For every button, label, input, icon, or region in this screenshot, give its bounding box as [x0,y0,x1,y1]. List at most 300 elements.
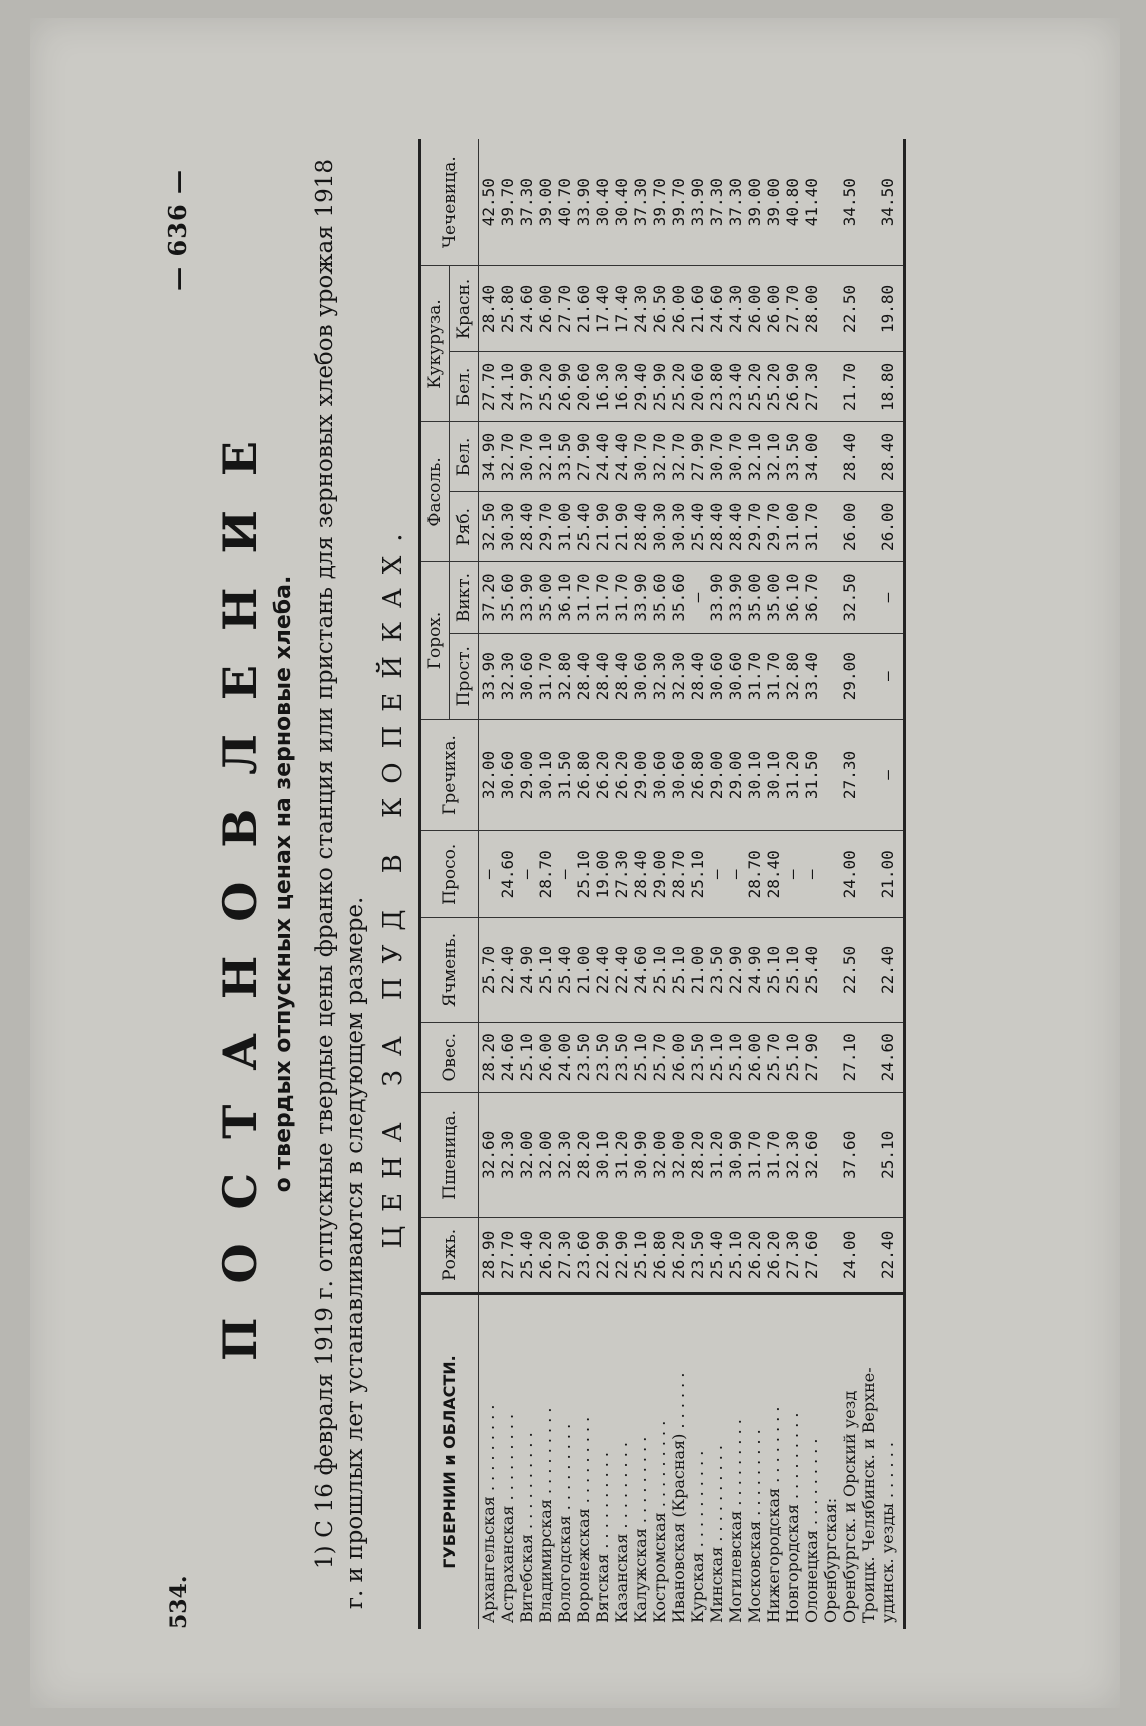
corn-red-header: Красн. [450,266,479,352]
price-cell [821,633,840,719]
price-cell: 26.20 [536,1217,555,1293]
price-cell: 19.00 [593,831,612,918]
price-cell: 39.00 [764,139,783,266]
table-row [840,139,859,1629]
price-cell: 26.90 [783,352,802,422]
price-cell: 35.60 [669,562,688,633]
table-row [650,139,669,1629]
price-cell: 26.00 [669,266,688,352]
price-cell: 33.50 [783,422,802,492]
price-cell: 22.40 [878,1217,905,1293]
price-cell: 20.60 [574,352,593,422]
price-cell: 29.70 [745,492,764,562]
table-row [764,139,783,1629]
document-title: ПОСТАНОВЛЕНИЕ [213,407,267,1361]
rye-header: Рожь. [420,1217,479,1293]
price-cell [859,1022,878,1092]
price-cell [859,918,878,1022]
price-cell: 25.40 [707,1217,726,1293]
price-cell: 28.40 [479,266,499,352]
price-cell: 25.10 [688,831,707,918]
price-cell [859,1092,878,1217]
price-cell: 30.60 [707,633,726,719]
price-cell: 28.70 [669,831,688,918]
price-cell: 35.00 [764,562,783,633]
price-cell: 22.90 [593,1217,612,1293]
wheat-header: Пшеница. [420,1092,479,1217]
price-cell: 37.30 [726,139,745,266]
table-row [821,139,840,1629]
price-cell: 31.50 [802,719,821,831]
price-cell: 25.10 [764,918,783,1022]
price-cell: 24.00 [840,831,859,918]
table-row [536,139,555,1629]
price-cell: 29.00 [840,633,859,719]
price-cell: 30.70 [631,422,650,492]
price-cell [821,1022,840,1092]
price-cell: 27.30 [612,831,631,918]
price-cell: 33.90 [631,562,650,633]
price-cell: 25.20 [669,352,688,422]
table-row [498,139,517,1629]
region-name: Воронежская . . . . . . . . . [574,1294,593,1630]
price-cell: 34.90 [479,422,499,492]
millet-header: Просо. [420,831,479,918]
price-cell: 37.30 [707,139,726,266]
page-number: — 636 — [163,169,192,291]
price-cell: 32.30 [783,1092,802,1217]
price-cell: 25.40 [802,918,821,1022]
price-cell [859,1217,878,1293]
price-cell: 24.60 [878,1022,905,1092]
price-cell: 31.70 [574,562,593,633]
price-heading: ЦЕНА ЗА ПУД В КОПЕЙКАХ. [378,519,408,1249]
price-cell: — [878,719,905,831]
beans-speckled-header: Ряб. [450,492,479,562]
price-cell: 21.90 [612,492,631,562]
price-cell: 25.10 [726,1022,745,1092]
price-cell: 21.70 [840,352,859,422]
price-cell: 16.30 [593,352,612,422]
price-cell [821,918,840,1022]
price-cell: 28.70 [536,831,555,918]
price-cell: 39.00 [745,139,764,266]
price-cell: 31.70 [764,633,783,719]
region-name: Оренбургск. и Орский уезд [840,1294,859,1630]
table-row [802,139,821,1629]
price-cell: 25.10 [650,918,669,1022]
buckwheat-header: Гречиха. [420,719,479,831]
price-cell: 33.50 [555,422,574,492]
region-name: Вятская . . . . . . . . . . [593,1294,612,1630]
price-cell [859,719,878,831]
price-cell: 28.20 [479,1022,499,1092]
price-table-body [479,139,905,1629]
price-cell: 33.90 [479,633,499,719]
price-cell: 40.80 [783,139,802,266]
price-cell [821,139,840,266]
price-cell: 25.80 [498,266,517,352]
price-cell [859,139,878,266]
price-cell [859,492,878,562]
price-cell: 30.70 [726,422,745,492]
price-cell: 26.20 [669,1217,688,1293]
table-row [878,139,905,1629]
price-cell: 33.90 [688,139,707,266]
price-cell: 32.60 [802,1092,821,1217]
price-cell: 27.70 [783,266,802,352]
price-cell: 27.30 [783,1217,802,1293]
price-cell: 29.00 [707,719,726,831]
price-cell: 21.60 [574,266,593,352]
price-cell: 29.00 [517,719,536,831]
price-cell: 32.10 [745,422,764,492]
price-cell: 30.30 [498,492,517,562]
price-cell: 24.60 [498,831,517,918]
price-cell: 27.70 [555,266,574,352]
price-cell: 36.10 [783,562,802,633]
price-cell: 27.60 [802,1217,821,1293]
price-cell: 28.40 [878,422,905,492]
document-subtitle: о твердых отпускных ценах на зерновые хлеба. [271,575,296,1193]
price-cell: — [707,831,726,918]
table-row [783,139,802,1629]
price-cell: 30.30 [669,492,688,562]
table-row [631,139,650,1629]
rotated-page-content [163,139,1043,1629]
price-cell: 30.90 [631,1092,650,1217]
price-cell: 34.50 [878,139,905,266]
price-cell: 34.50 [840,139,859,266]
region-name: Олонецкая . . . . . . . . . [802,1294,821,1630]
price-cell: 27.30 [555,1217,574,1293]
price-cell: 42.50 [479,139,499,266]
price-cell: 39.00 [536,139,555,266]
price-cell: — [726,831,745,918]
table-row [688,139,707,1629]
price-cell: 30.60 [726,633,745,719]
peas-victoria-header: Викт. [450,562,479,633]
region-name: Архангельская . . . . . . . . . [479,1294,499,1630]
price-cell: 22.50 [840,266,859,352]
table-row [574,139,593,1629]
price-cell: 32.30 [669,633,688,719]
price-cell: 28.20 [688,1092,707,1217]
price-cell: 37.30 [631,139,650,266]
price-cell: 24.60 [517,266,536,352]
price-cell: 32.70 [498,422,517,492]
region-name: Московская . . . . . . . . . [745,1294,764,1630]
price-cell: 27.30 [802,352,821,422]
price-cell: 25.70 [479,918,499,1022]
price-cell: 32.50 [840,562,859,633]
price-cell: 30.40 [612,139,631,266]
price-cell: 31.70 [612,562,631,633]
price-cell: 26.20 [612,719,631,831]
price-cell: 17.40 [593,266,612,352]
price-cell: 24.00 [840,1217,859,1293]
price-cell: 25.20 [745,352,764,422]
price-cell: 25.10 [726,1217,745,1293]
price-cell: 32.70 [650,422,669,492]
price-cell: 26.00 [536,1022,555,1092]
price-cell: 39.70 [650,139,669,266]
price-cell: 30.70 [517,422,536,492]
price-cell: 37.60 [840,1092,859,1217]
price-cell: 32.00 [517,1092,536,1217]
price-cell: 22.90 [612,1217,631,1293]
table-row [859,139,878,1629]
beans-white-header: Бел. [450,422,479,492]
lentils-header: Чечевица. [420,139,479,266]
price-cell: 33.90 [726,562,745,633]
price-cell: — [878,633,905,719]
price-cell: 16.30 [612,352,631,422]
price-cell [821,1092,840,1217]
price-cell: 26.80 [574,719,593,831]
price-cell: 40.70 [555,139,574,266]
price-cell: 28.40 [688,633,707,719]
price-cell: 26.00 [669,1022,688,1092]
table-row [612,139,631,1629]
price-cell: 25.10 [517,1022,536,1092]
price-cell: 23.60 [574,1217,593,1293]
price-cell: 32.30 [498,633,517,719]
price-cell: 30.70 [707,422,726,492]
price-cell: 22.40 [498,918,517,1022]
price-cell: 32.10 [536,422,555,492]
region-name: Минская . . . . . . . . . . [707,1294,726,1630]
region-name: Костромская . . . . . . . . . [650,1294,669,1630]
price-cell: 36.70 [802,562,821,633]
price-cell: 28.40 [593,633,612,719]
table-row [669,139,688,1629]
price-cell: 26.90 [555,352,574,422]
price-cell: 25.10 [783,1022,802,1092]
price-cell: 30.10 [536,719,555,831]
price-cell: 24.00 [555,1022,574,1092]
price-cell: 29.00 [650,831,669,918]
price-cell: 26.00 [878,492,905,562]
price-cell: 31.70 [745,633,764,719]
price-cell: 25.40 [574,492,593,562]
price-cell: 32.30 [555,1092,574,1217]
price-cell: 30.60 [650,719,669,831]
price-cell: 24.10 [498,352,517,422]
price-cell: 25.10 [631,1022,650,1092]
price-cell: 17.40 [612,266,631,352]
price-cell: 30.60 [631,633,650,719]
table-row [707,139,726,1629]
price-cell: 25.70 [764,1022,783,1092]
price-cell: 18.80 [878,352,905,422]
price-cell: 25.20 [536,352,555,422]
peas-simple-header: Прост. [450,633,479,719]
region-name: Новгородская . . . . . . . . . [783,1294,802,1630]
price-cell: 31.70 [745,1092,764,1217]
price-cell: 25.40 [688,492,707,562]
price-cell: 25.10 [783,918,802,1022]
price-cell [821,831,840,918]
price-cell: 31.00 [555,492,574,562]
price-cell: 30.60 [517,633,536,719]
oats-header: Овес. [420,1022,479,1092]
price-cell: 30.10 [745,719,764,831]
price-cell: 22.90 [726,918,745,1022]
price-cell: 22.40 [593,918,612,1022]
price-cell: 24.90 [517,918,536,1022]
price-cell: 41.40 [802,139,821,266]
price-cell: 27.90 [574,422,593,492]
price-cell: 23.50 [612,1022,631,1092]
price-cell: 35.00 [745,562,764,633]
leaf-number: 534. [166,1575,192,1629]
price-cell: 33.90 [517,562,536,633]
price-cell: 26.00 [745,1022,764,1092]
price-cell: 25.10 [878,1092,905,1217]
price-cell: 23.80 [707,352,726,422]
price-cell: 29.40 [631,352,650,422]
price-cell: 25.40 [555,918,574,1022]
price-cell: 27.70 [479,352,499,422]
price-cell: 28.40 [840,422,859,492]
region-name: Оренбургская: [821,1294,840,1630]
price-cell: 32.80 [783,633,802,719]
price-cell: 31.70 [593,562,612,633]
price-cell: 26.50 [650,266,669,352]
price-cell: 25.10 [536,918,555,1022]
price-cell: 32.30 [498,1092,517,1217]
price-cell: 30.40 [593,139,612,266]
price-cell: 25.90 [650,352,669,422]
price-cell: 23.50 [593,1022,612,1092]
price-cell: — [555,831,574,918]
price-cell: 26.00 [764,266,783,352]
price-cell: 34.00 [802,422,821,492]
price-cell: 29.70 [764,492,783,562]
price-cell: 29.00 [631,719,650,831]
price-cell [859,352,878,422]
price-cell: 35.60 [498,562,517,633]
region-name: Калужская . . . . . . . . . [631,1294,650,1630]
price-cell: 31.70 [536,633,555,719]
table-row [555,139,574,1629]
price-cell: — [802,831,821,918]
price-cell: 32.80 [555,633,574,719]
price-cell [859,422,878,492]
price-cell: 28.90 [479,1217,499,1293]
region-name: Троицк. Челябинск. и Верхне- [859,1294,878,1630]
price-cell: 27.90 [688,422,707,492]
price-cell: 31.20 [612,1092,631,1217]
price-cell: 30.30 [650,492,669,562]
price-cell: 27.70 [498,1217,517,1293]
price-cell: 21.90 [593,492,612,562]
price-cell: — [479,831,499,918]
price-cell: 27.90 [802,1022,821,1092]
price-cell: 26.20 [745,1217,764,1293]
price-cell: 33.90 [707,562,726,633]
price-cell: 30.10 [764,719,783,831]
price-cell: 27.10 [840,1022,859,1092]
price-cell: 28.40 [612,633,631,719]
price-cell: 32.70 [669,422,688,492]
price-cell: 28.40 [631,492,650,562]
region-name: Казанская . . . . . . . . . [612,1294,631,1630]
corn-white-header: Бел. [450,352,479,422]
price-cell: 23.50 [688,1217,707,1293]
price-cell: 32.60 [479,1092,499,1217]
price-cell [859,633,878,719]
price-cell: 23.50 [707,918,726,1022]
region-name: Владимирская . . . . . . . . . [536,1294,555,1630]
price-cell: 24.60 [707,266,726,352]
price-cell: — [688,562,707,633]
price-cell: 25.10 [707,1022,726,1092]
price-cell [859,831,878,918]
price-cell: 24.40 [593,422,612,492]
price-cell: 24.60 [631,918,650,1022]
price-cell: 25.10 [669,918,688,1022]
price-cell: 28.40 [707,492,726,562]
price-cell: 22.50 [840,918,859,1022]
price-cell: 26.20 [764,1217,783,1293]
price-cell: — [783,831,802,918]
price-cell: 21.60 [688,266,707,352]
price-cell: 26.80 [688,719,707,831]
price-cell: 28.40 [517,492,536,562]
price-cell: 39.70 [669,139,688,266]
page-header [163,139,203,1629]
price-cell: 35.00 [536,562,555,633]
price-cell: — [878,562,905,633]
price-cell: 24.40 [612,422,631,492]
price-cell: 28.00 [802,266,821,352]
price-cell: 32.00 [536,1092,555,1217]
price-cell: 32.00 [650,1092,669,1217]
region-column-header: ГУБЕРНИИ и ОБЛАСТИ. [420,1294,479,1630]
price-cell: 21.00 [878,831,905,918]
region-name: Нижегородская . . . . . . . . [764,1294,783,1630]
price-cell [821,266,840,352]
price-cell: 31.50 [555,719,574,831]
barley-header: Ячмень. [420,918,479,1022]
price-cell [821,492,840,562]
beans-header: Фасоль. [420,422,450,562]
price-cell: 20.60 [688,352,707,422]
price-cell: 24.90 [745,918,764,1022]
price-cell: 30.10 [593,1092,612,1217]
table-row [745,139,764,1629]
price-cell: 31.70 [802,492,821,562]
price-cell: 23.50 [574,1022,593,1092]
price-cell: 21.00 [688,918,707,1022]
price-cell: 30.60 [669,719,688,831]
region-name: Могилевская . . . . . . . . . [726,1294,745,1630]
price-cell: 19.80 [878,266,905,352]
region-name: Вологодская . . . . . . . . . [555,1294,574,1630]
region-name: удинск. уезды . . . . . . [878,1294,905,1630]
price-cell: 29.00 [726,719,745,831]
price-cell: 28.70 [745,831,764,918]
price-cell: 28.40 [764,831,783,918]
region-name: Витебская . . . . . . . . . . [517,1294,536,1630]
price-cell: 32.10 [764,422,783,492]
price-cell: 32.00 [479,719,499,831]
price-cell: 33.40 [802,633,821,719]
table-row [726,139,745,1629]
price-cell: 33.90 [574,139,593,266]
